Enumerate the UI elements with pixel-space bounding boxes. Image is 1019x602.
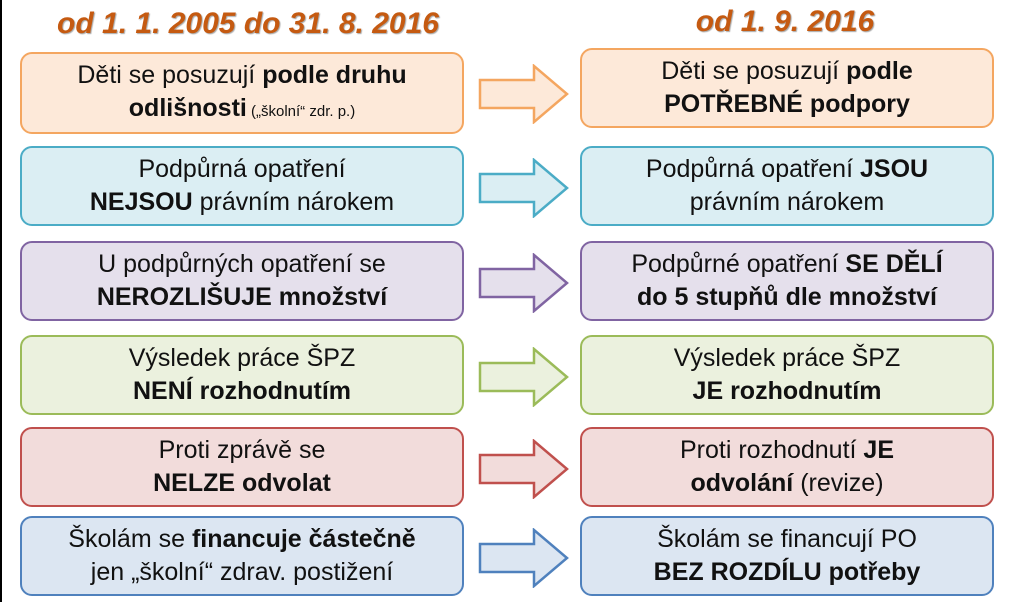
text-segment: Školám se financují PO (657, 525, 917, 553)
left-box-line (153, 467, 331, 500)
text-segment: Proti rozhodnutí (679, 436, 864, 464)
right-box-line (631, 248, 942, 281)
left-edge-line (0, 0, 2, 602)
text-segment: BEZ ROZDÍLU potřeby (653, 558, 921, 586)
text-segment: JSOU (859, 155, 929, 183)
left-box-line (90, 186, 394, 219)
text-segment: NEJSOU (89, 188, 193, 216)
text-segment: Proti zprávě se (158, 436, 326, 464)
left-box-3 (20, 241, 464, 321)
left-box-line (133, 375, 351, 408)
right-arrow-icon (478, 347, 570, 407)
text-segment: JE rozhodnutím (692, 377, 882, 405)
right-box-line (690, 186, 885, 219)
text-segment: do 5 stupňů dle množství (636, 283, 937, 311)
text-segment: Podpůrné opatření (631, 250, 846, 278)
text-segment: odlišnosti (128, 93, 247, 122)
text-segment: NEROZLIŠUJE množství (96, 283, 388, 311)
text-segment: Děti se posuzují (77, 60, 263, 89)
left-box-line (138, 153, 345, 186)
right-box-3 (580, 241, 994, 321)
text-segment: Podpůrná opatření (645, 155, 860, 183)
left-box-2 (20, 146, 464, 226)
text-segment: („školní“ zdr. p.) (246, 102, 356, 120)
right-box-line (693, 375, 882, 408)
right-box-line (661, 55, 913, 88)
header-after: od 1. 9. 2016 (695, 5, 875, 38)
text-segment: POTŘEBNÉ podpory (664, 90, 910, 118)
right-box-line (654, 556, 921, 589)
text-segment: podle druhu (262, 60, 407, 89)
right-box-line (664, 88, 910, 121)
header-before: od 1. 1. 2005 do 31. 8. 2016 (57, 7, 439, 40)
left-box-line (159, 434, 326, 467)
right-box-line (674, 342, 901, 375)
left-box-line (129, 342, 356, 375)
text-segment: U podpůrných opatření se (98, 250, 386, 278)
text-segment: odvolání (690, 469, 794, 497)
left-box-line (68, 523, 415, 556)
text-segment: (revize) (793, 469, 884, 497)
text-segment: Školám se (68, 525, 192, 553)
left-box-6 (20, 516, 464, 596)
text-segment: podle (846, 57, 913, 85)
left-box-5 (20, 427, 464, 507)
left-box-line (91, 556, 393, 589)
right-box-5 (580, 427, 994, 507)
right-arrow-icon (478, 439, 570, 499)
right-box-line (657, 523, 917, 556)
right-arrow-icon (478, 528, 570, 588)
left-box-line (77, 59, 406, 92)
right-box-6 (580, 516, 994, 596)
text-segment: právním nárokem (192, 188, 395, 216)
right-box-2 (580, 146, 994, 226)
right-box-line (646, 153, 928, 186)
right-box-4 (580, 335, 994, 415)
right-arrow-icon (478, 158, 570, 218)
right-arrow-icon (478, 64, 570, 124)
right-box-1 (580, 48, 994, 128)
right-arrow-icon (478, 253, 570, 313)
left-box-1 (20, 52, 464, 134)
left-box-line (129, 92, 355, 128)
text-segment: NELZE odvolat (153, 469, 331, 497)
text-segment: SE DĚLÍ (845, 250, 943, 278)
text-segment: právním nárokem (689, 188, 885, 216)
right-box-line (690, 467, 883, 500)
left-box-4 (20, 335, 464, 415)
text-segment: financuje částečně (191, 525, 416, 553)
text-segment: Výsledek práce ŠPZ (128, 344, 356, 372)
left-box-line (97, 281, 387, 314)
text-segment: Výsledek práce ŠPZ (673, 344, 901, 372)
text-segment: jen „školní“ zdrav. postižení (90, 558, 394, 586)
text-segment: Podpůrná opatření (138, 155, 346, 183)
text-segment: Děti se posuzují (661, 57, 847, 85)
right-box-line (637, 281, 937, 314)
right-box-line (680, 434, 894, 467)
text-segment: NENÍ rozhodnutím (132, 377, 352, 405)
left-box-line (98, 248, 386, 281)
text-segment: JE (863, 436, 895, 464)
